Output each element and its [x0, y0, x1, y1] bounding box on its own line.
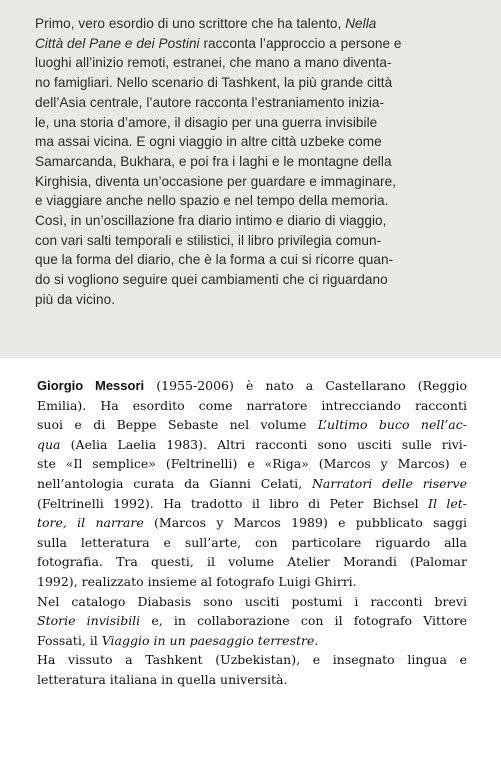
bio-line: Fossati, il Viaggio in un paesaggio terrestre. — [37, 632, 319, 648]
bio-line: (Feltrinelli 1992). Ha tradotto il libro di Peter Bichsel Il let- — [37, 495, 467, 511]
bio-line: Giorgio Messori (1955-2006) è nato a Castellarano (Reggio — [37, 378, 468, 393]
bio-line: sulla letteratura e sull’arte, con particolare riguardo alla — [37, 534, 467, 550]
bio-line: letteratura italiana in quella università. — [37, 671, 288, 687]
blurb-line: luoghi all’inizio remoti, estranei, che mano a mano diventa- — [35, 55, 392, 71]
blurb-line: Samarcanda, Bukhara, e poi fra i laghi e le montagne della — [35, 153, 392, 169]
blurb-line: Città del Pane e dei Postini racconta l’approccio a persone e — [35, 35, 402, 51]
blurb-line: no famigliari. Nello scenario di Tashkent, la più grande città — [35, 75, 393, 91]
bio-line: Nel catalogo Diabasis sono usciti postumi i racconti brevi — [37, 593, 467, 609]
blurb-line: più da vicino. — [35, 291, 116, 307]
bio-line: suoi e di Beppe Sebaste nel volume L’ultimo buco nell’ac- — [37, 417, 467, 433]
bio-line: Ha vissuto a Tashkent (Uzbekistan), e insegnato lingua e — [37, 652, 467, 668]
bio-line: qua (Aelia Laelia 1983). Altri racconti sono usciti sulle rivi- — [37, 436, 467, 452]
blurb-line: do si vogliono seguire quei cambiamenti che ci riguardano — [35, 272, 388, 288]
blurb-line: Primo, vero esordio di uno scrittore che ha talento, Nella — [35, 16, 377, 31]
bio-line: fotografia. Tra questi, il volume Atelier Morandi (Palomar — [37, 554, 467, 570]
author-bio — [37, 376, 467, 690]
blurb-line: con vari salti temporali e stilistici, il libro privilegia comun- — [35, 232, 382, 248]
blurb-line: ma assai vicina. E ogni viaggio in altre città uzbeke come — [35, 134, 382, 150]
blurb-line: le, una storia d’amore, il disagio per una guerra invisibile — [35, 114, 378, 130]
bio-line: 1992), realizzato insieme al fotografo Luigi Ghirri. — [37, 573, 357, 589]
bio-line: Emilia). Ha esordito come narratore intrecciando racconti — [37, 397, 467, 413]
author-name: Giorgio Messori — [37, 378, 145, 393]
bio-line: Storie invisibili e, in collaborazione con il fotografo Vittore — [37, 613, 467, 629]
blurb-line: dell’Asia centrale, l’autore racconta l’estraniamento inizia- — [35, 94, 385, 110]
bio-line: ste «Il semplice» (Feltrinelli) e «Riga» (Marcos y Marcos) e — [37, 456, 467, 472]
blurb-line: que la forma del diario, che è la forma a cui si ricorre quan- — [35, 252, 394, 268]
blurb-line: Kirghisia, diventa un’occasione per guardare e immaginare, — [35, 173, 397, 189]
blurb-text — [35, 14, 460, 310]
bio-line: tore, il narrare (Marcos y Marcos 1989) e pubblicato saggi — [37, 515, 467, 531]
bio-line: nell’antologia curata da Gianni Celati, Narratori delle riserve — [37, 475, 467, 491]
blurb-panel — [0, 0, 501, 358]
blurb-line: Così, in un’oscillazione fra diario intimo e diario di viaggio, — [35, 213, 387, 229]
blurb-line: e viaggiare anche nello spazio e nel tempo della memoria. — [35, 193, 389, 209]
